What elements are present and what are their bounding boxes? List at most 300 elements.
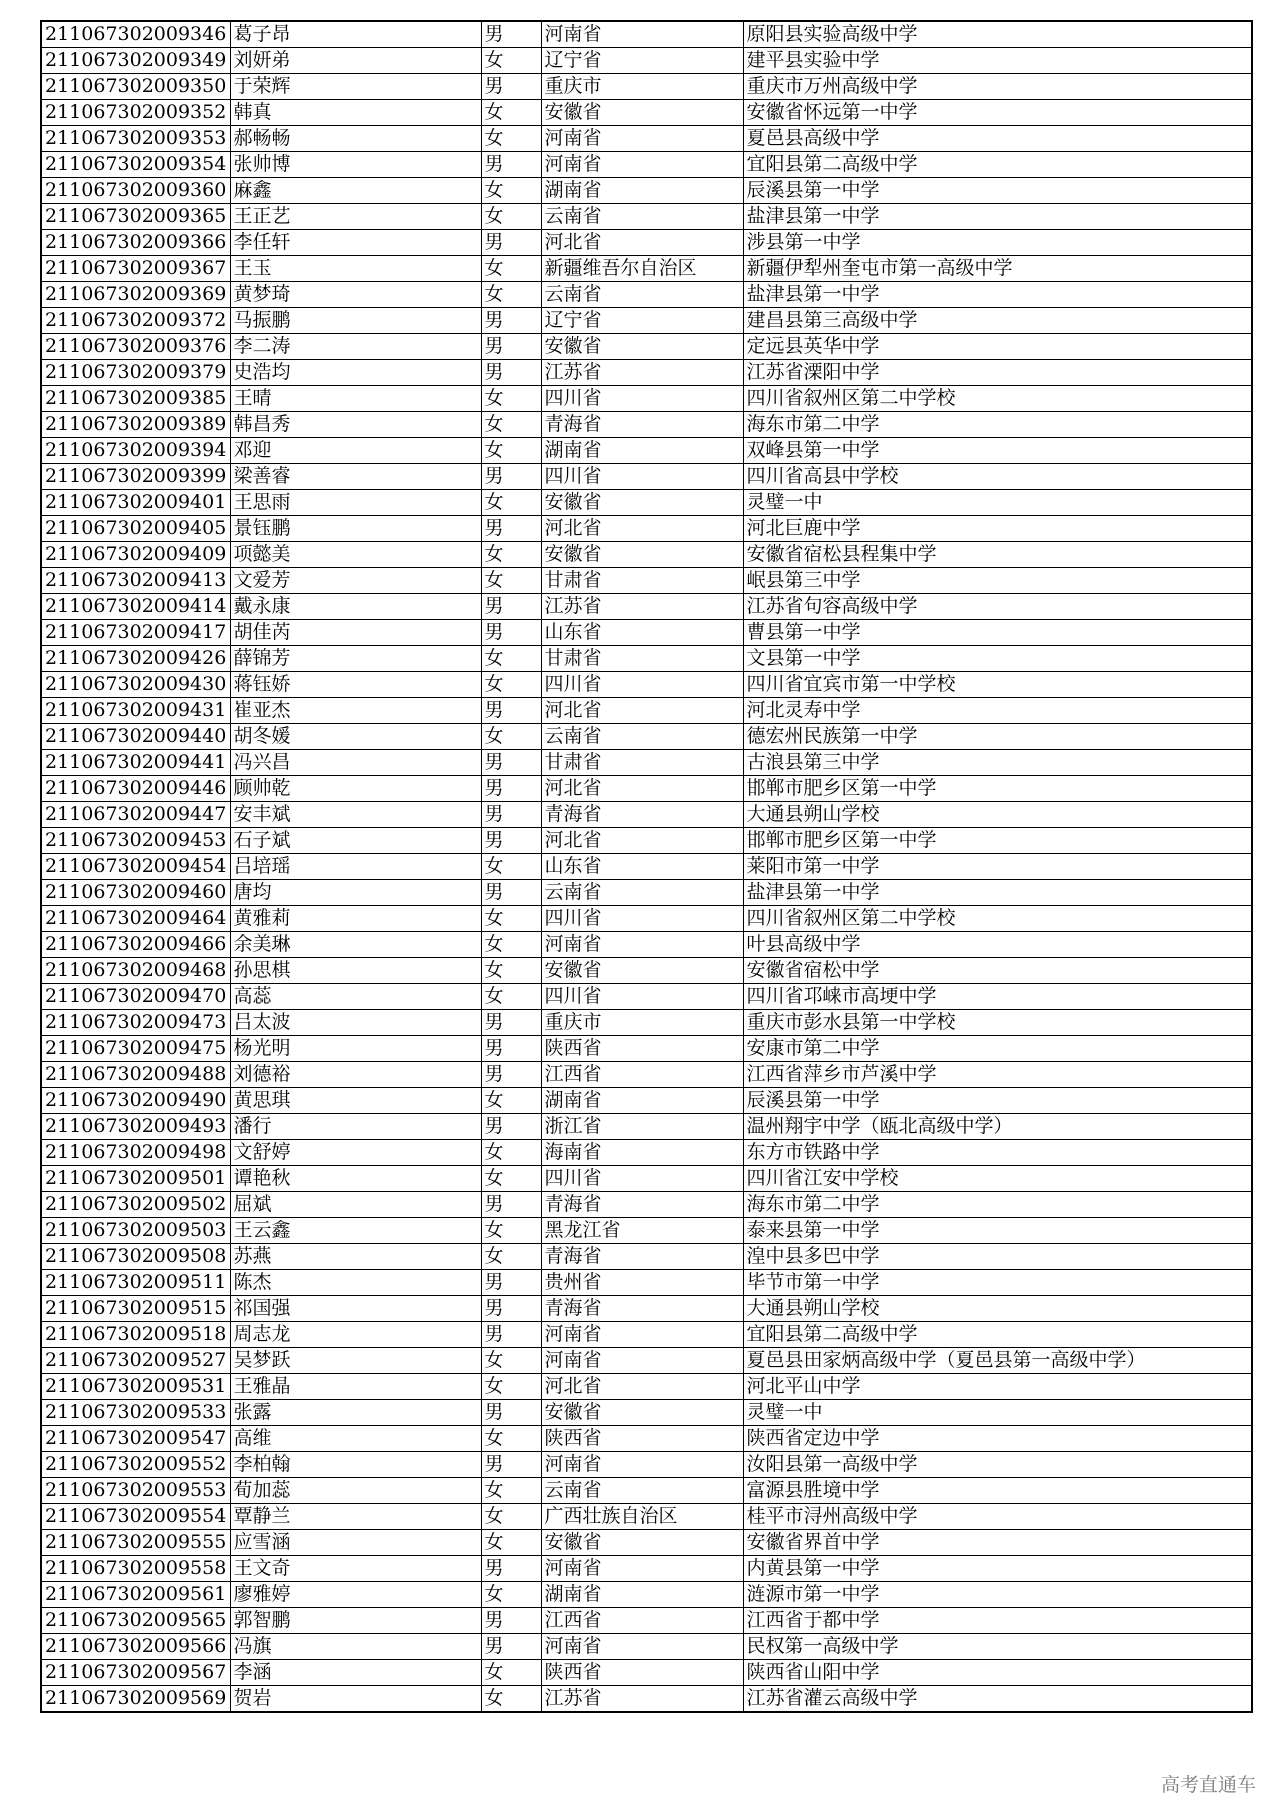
school-cell: 四川省宜宾市第一中学校 xyxy=(743,672,1252,698)
gender-cell: 男 xyxy=(481,750,541,776)
exam-number-cell: 211067302009466 xyxy=(41,932,230,958)
student-name-cell: 廖雅婷 xyxy=(230,1582,481,1608)
province-cell: 四川省 xyxy=(541,464,743,490)
table-row xyxy=(41,1556,1252,1582)
exam-number-cell: 211067302009502 xyxy=(41,1192,230,1218)
school-cell: 桂平市浔州高级中学 xyxy=(743,1504,1252,1530)
school-cell: 四川省邛崃市高埂中学 xyxy=(743,984,1252,1010)
province-cell: 四川省 xyxy=(541,386,743,412)
table-row xyxy=(41,568,1252,594)
table-row xyxy=(41,1452,1252,1478)
gender-cell: 女 xyxy=(481,1530,541,1556)
school-cell: 盐津县第一中学 xyxy=(743,282,1252,308)
student-name-cell: 韩昌秀 xyxy=(230,412,481,438)
school-cell: 涟源市第一中学 xyxy=(743,1582,1252,1608)
gender-cell: 女 xyxy=(481,48,541,74)
gender-cell: 女 xyxy=(481,490,541,516)
gender-cell: 女 xyxy=(481,386,541,412)
student-name-cell: 顾帅乾 xyxy=(230,776,481,802)
province-cell: 河南省 xyxy=(541,1452,743,1478)
gender-cell: 男 xyxy=(481,776,541,802)
student-name-cell: 黄雅莉 xyxy=(230,906,481,932)
gender-cell: 男 xyxy=(481,360,541,386)
school-cell: 安徽省怀远第一中学 xyxy=(743,100,1252,126)
province-cell: 安徽省 xyxy=(541,334,743,360)
exam-number-cell: 211067302009454 xyxy=(41,854,230,880)
school-cell: 民权第一高级中学 xyxy=(743,1634,1252,1660)
province-cell: 河北省 xyxy=(541,516,743,542)
table-row xyxy=(41,152,1252,178)
gender-cell: 男 xyxy=(481,308,541,334)
gender-cell: 女 xyxy=(481,1660,541,1686)
gender-cell: 女 xyxy=(481,568,541,594)
province-cell: 陕西省 xyxy=(541,1660,743,1686)
student-name-cell: 王晴 xyxy=(230,386,481,412)
table-row xyxy=(41,750,1252,776)
table-row xyxy=(41,48,1252,74)
school-cell: 汝阳县第一高级中学 xyxy=(743,1452,1252,1478)
exam-number-cell: 211067302009565 xyxy=(41,1608,230,1634)
exam-number-cell: 211067302009453 xyxy=(41,828,230,854)
gender-cell: 男 xyxy=(481,1556,541,1582)
gender-cell: 男 xyxy=(481,1322,541,1348)
gender-cell: 女 xyxy=(481,256,541,282)
province-cell: 四川省 xyxy=(541,672,743,698)
table-row xyxy=(41,698,1252,724)
gender-cell: 女 xyxy=(481,1348,541,1374)
table-row xyxy=(41,1478,1252,1504)
school-cell: 安徽省宿松中学 xyxy=(743,958,1252,984)
province-cell: 湖南省 xyxy=(541,438,743,464)
table-row xyxy=(41,1088,1252,1114)
gender-cell: 女 xyxy=(481,932,541,958)
school-cell: 海东市第二中学 xyxy=(743,412,1252,438)
gender-cell: 男 xyxy=(481,1452,541,1478)
school-cell: 定远县英华中学 xyxy=(743,334,1252,360)
province-cell: 湖南省 xyxy=(541,178,743,204)
province-cell: 河南省 xyxy=(541,21,743,48)
student-name-cell: 周志龙 xyxy=(230,1322,481,1348)
exam-number-cell: 211067302009558 xyxy=(41,1556,230,1582)
table-row xyxy=(41,1400,1252,1426)
school-cell: 四川省叙州区第二中学校 xyxy=(743,906,1252,932)
school-cell: 内黄县第一中学 xyxy=(743,1556,1252,1582)
gender-cell: 女 xyxy=(481,1166,541,1192)
province-cell: 重庆市 xyxy=(541,1010,743,1036)
exam-number-cell: 211067302009569 xyxy=(41,1686,230,1713)
table-row xyxy=(41,1322,1252,1348)
student-name-cell: 杨光明 xyxy=(230,1036,481,1062)
exam-number-cell: 211067302009353 xyxy=(41,126,230,152)
school-cell: 夏邑县高级中学 xyxy=(743,126,1252,152)
province-cell: 四川省 xyxy=(541,906,743,932)
province-cell: 江苏省 xyxy=(541,1686,743,1713)
gender-cell: 男 xyxy=(481,880,541,906)
gender-cell: 女 xyxy=(481,906,541,932)
table-row xyxy=(41,854,1252,880)
province-cell: 河北省 xyxy=(541,230,743,256)
province-cell: 甘肃省 xyxy=(541,646,743,672)
student-name-cell: 王文奇 xyxy=(230,1556,481,1582)
student-name-cell: 高蕊 xyxy=(230,984,481,1010)
table-body xyxy=(41,21,1252,1712)
school-cell: 灵璧一中 xyxy=(743,1400,1252,1426)
student-name-cell: 覃静兰 xyxy=(230,1504,481,1530)
exam-number-cell: 211067302009360 xyxy=(41,178,230,204)
school-cell: 双峰县第一中学 xyxy=(743,438,1252,464)
school-cell: 大通县朔山学校 xyxy=(743,1296,1252,1322)
school-cell: 邯郸市肥乡区第一中学 xyxy=(743,776,1252,802)
province-cell: 安徽省 xyxy=(541,542,743,568)
gender-cell: 男 xyxy=(481,74,541,100)
exam-number-cell: 211067302009367 xyxy=(41,256,230,282)
province-cell: 青海省 xyxy=(541,1192,743,1218)
province-cell: 河南省 xyxy=(541,152,743,178)
school-cell: 重庆市万州高级中学 xyxy=(743,74,1252,100)
province-cell: 贵州省 xyxy=(541,1270,743,1296)
gender-cell: 女 xyxy=(481,724,541,750)
province-cell: 陕西省 xyxy=(541,1036,743,1062)
province-cell: 江西省 xyxy=(541,1062,743,1088)
gender-cell: 女 xyxy=(481,646,541,672)
exam-number-cell: 211067302009473 xyxy=(41,1010,230,1036)
student-name-cell: 葛子昂 xyxy=(230,21,481,48)
table-row xyxy=(41,308,1252,334)
student-name-cell: 荀加蕊 xyxy=(230,1478,481,1504)
gender-cell: 女 xyxy=(481,984,541,1010)
student-name-cell: 崔亚杰 xyxy=(230,698,481,724)
table-row xyxy=(41,100,1252,126)
gender-cell: 男 xyxy=(481,464,541,490)
table-row xyxy=(41,1348,1252,1374)
table-row xyxy=(41,1530,1252,1556)
gender-cell: 女 xyxy=(481,1582,541,1608)
gender-cell: 女 xyxy=(481,958,541,984)
gender-cell: 男 xyxy=(481,828,541,854)
table-row xyxy=(41,932,1252,958)
student-name-cell: 邓迎 xyxy=(230,438,481,464)
school-cell: 建平县实验中学 xyxy=(743,48,1252,74)
province-cell: 山东省 xyxy=(541,854,743,880)
gender-cell: 女 xyxy=(481,178,541,204)
school-cell: 宜阳县第二高级中学 xyxy=(743,152,1252,178)
exam-number-cell: 211067302009440 xyxy=(41,724,230,750)
student-name-cell: 唐均 xyxy=(230,880,481,906)
province-cell: 河南省 xyxy=(541,1634,743,1660)
table-row xyxy=(41,282,1252,308)
exam-number-cell: 211067302009493 xyxy=(41,1114,230,1140)
gender-cell: 女 xyxy=(481,1478,541,1504)
school-cell: 江苏省句容高级中学 xyxy=(743,594,1252,620)
gender-cell: 女 xyxy=(481,1140,541,1166)
school-cell: 安徽省界首中学 xyxy=(743,1530,1252,1556)
gender-cell: 男 xyxy=(481,1114,541,1140)
exam-number-cell: 211067302009366 xyxy=(41,230,230,256)
exam-number-cell: 211067302009464 xyxy=(41,906,230,932)
exam-number-cell: 211067302009503 xyxy=(41,1218,230,1244)
exam-number-cell: 211067302009508 xyxy=(41,1244,230,1270)
table-row xyxy=(41,438,1252,464)
watermark-text: 高考直通车 xyxy=(1160,1774,1256,1796)
exam-number-cell: 211067302009447 xyxy=(41,802,230,828)
student-name-cell: 郭智鹏 xyxy=(230,1608,481,1634)
student-name-cell: 郝畅畅 xyxy=(230,126,481,152)
school-cell: 叶县高级中学 xyxy=(743,932,1252,958)
student-name-cell: 吕培瑶 xyxy=(230,854,481,880)
gender-cell: 女 xyxy=(481,672,541,698)
table-row xyxy=(41,828,1252,854)
school-cell: 辰溪县第一中学 xyxy=(743,1088,1252,1114)
gender-cell: 女 xyxy=(481,854,541,880)
exam-number-cell: 211067302009352 xyxy=(41,100,230,126)
exam-number-cell: 211067302009430 xyxy=(41,672,230,698)
student-name-cell: 张露 xyxy=(230,1400,481,1426)
table-row xyxy=(41,1582,1252,1608)
gender-cell: 女 xyxy=(481,1218,541,1244)
school-cell: 江西省萍乡市芦溪中学 xyxy=(743,1062,1252,1088)
table-row xyxy=(41,1140,1252,1166)
table-row xyxy=(41,594,1252,620)
exam-number-cell: 211067302009399 xyxy=(41,464,230,490)
province-cell: 河南省 xyxy=(541,932,743,958)
school-cell: 温州翔宇中学（瓯北高级中学） xyxy=(743,1114,1252,1140)
table-row xyxy=(41,21,1252,48)
student-name-cell: 韩真 xyxy=(230,100,481,126)
exam-number-cell: 211067302009346 xyxy=(41,21,230,48)
exam-number-cell: 211067302009498 xyxy=(41,1140,230,1166)
exam-number-cell: 211067302009365 xyxy=(41,204,230,230)
table-row xyxy=(41,1244,1252,1270)
table-row xyxy=(41,360,1252,386)
province-cell: 甘肃省 xyxy=(541,568,743,594)
school-cell: 建昌县第三高级中学 xyxy=(743,308,1252,334)
gender-cell: 女 xyxy=(481,1504,541,1530)
gender-cell: 女 xyxy=(481,1686,541,1713)
gender-cell: 男 xyxy=(481,1400,541,1426)
school-cell: 德宏州民族第一中学 xyxy=(743,724,1252,750)
gender-cell: 女 xyxy=(481,1374,541,1400)
exam-number-cell: 211067302009527 xyxy=(41,1348,230,1374)
exam-number-cell: 211067302009490 xyxy=(41,1088,230,1114)
province-cell: 浙江省 xyxy=(541,1114,743,1140)
school-cell: 陕西省山阳中学 xyxy=(743,1660,1252,1686)
student-name-cell: 黄思琪 xyxy=(230,1088,481,1114)
school-cell: 四川省高县中学校 xyxy=(743,464,1252,490)
school-cell: 富源县胜境中学 xyxy=(743,1478,1252,1504)
school-cell: 曹县第一中学 xyxy=(743,620,1252,646)
province-cell: 江苏省 xyxy=(541,594,743,620)
table-row xyxy=(41,646,1252,672)
student-name-cell: 刘德裕 xyxy=(230,1062,481,1088)
province-cell: 安徽省 xyxy=(541,958,743,984)
school-cell: 岷县第三中学 xyxy=(743,568,1252,594)
exam-number-cell: 211067302009426 xyxy=(41,646,230,672)
province-cell: 河北省 xyxy=(541,828,743,854)
table-row xyxy=(41,724,1252,750)
table-row xyxy=(41,1270,1252,1296)
province-cell: 青海省 xyxy=(541,802,743,828)
student-name-cell: 苏燕 xyxy=(230,1244,481,1270)
school-cell: 江苏省灌云高级中学 xyxy=(743,1686,1252,1713)
school-cell: 灵璧一中 xyxy=(743,490,1252,516)
school-cell: 涉县第一中学 xyxy=(743,230,1252,256)
table-row xyxy=(41,1192,1252,1218)
table-row xyxy=(41,490,1252,516)
exam-number-cell: 211067302009414 xyxy=(41,594,230,620)
gender-cell: 女 xyxy=(481,282,541,308)
exam-number-cell: 211067302009350 xyxy=(41,74,230,100)
gender-cell: 男 xyxy=(481,1296,541,1322)
province-cell: 青海省 xyxy=(541,412,743,438)
exam-number-cell: 211067302009405 xyxy=(41,516,230,542)
table-row xyxy=(41,1296,1252,1322)
school-cell: 盐津县第一中学 xyxy=(743,204,1252,230)
exam-number-cell: 211067302009372 xyxy=(41,308,230,334)
school-cell: 东方市铁路中学 xyxy=(743,1140,1252,1166)
student-name-cell: 于荣辉 xyxy=(230,74,481,100)
exam-number-cell: 211067302009460 xyxy=(41,880,230,906)
school-cell: 重庆市彭水县第一中学校 xyxy=(743,1010,1252,1036)
table-row xyxy=(41,1036,1252,1062)
student-name-cell: 文舒婷 xyxy=(230,1140,481,1166)
province-cell: 河南省 xyxy=(541,1556,743,1582)
exam-number-cell: 211067302009515 xyxy=(41,1296,230,1322)
province-cell: 广西壮族自治区 xyxy=(541,1504,743,1530)
student-name-cell: 孙思棋 xyxy=(230,958,481,984)
student-name-cell: 石子斌 xyxy=(230,828,481,854)
table-row xyxy=(41,802,1252,828)
province-cell: 山东省 xyxy=(541,620,743,646)
gender-cell: 女 xyxy=(481,542,541,568)
province-cell: 安徽省 xyxy=(541,490,743,516)
exam-number-cell: 211067302009567 xyxy=(41,1660,230,1686)
school-cell: 文县第一中学 xyxy=(743,646,1252,672)
gender-cell: 男 xyxy=(481,1192,541,1218)
table-row xyxy=(41,1166,1252,1192)
school-cell: 海东市第二中学 xyxy=(743,1192,1252,1218)
gender-cell: 男 xyxy=(481,1010,541,1036)
student-name-cell: 李柏翰 xyxy=(230,1452,481,1478)
student-name-cell: 项懿美 xyxy=(230,542,481,568)
school-cell: 湟中县多巴中学 xyxy=(743,1244,1252,1270)
student-name-cell: 戴永康 xyxy=(230,594,481,620)
school-cell: 古浪县第三中学 xyxy=(743,750,1252,776)
province-cell: 云南省 xyxy=(541,880,743,906)
province-cell: 河南省 xyxy=(541,1348,743,1374)
province-cell: 四川省 xyxy=(541,1166,743,1192)
table-row xyxy=(41,1686,1252,1713)
student-name-cell: 刘妍弟 xyxy=(230,48,481,74)
student-name-cell: 李涵 xyxy=(230,1660,481,1686)
table-row xyxy=(41,516,1252,542)
student-name-cell: 王玉 xyxy=(230,256,481,282)
table-row xyxy=(41,542,1252,568)
province-cell: 河南省 xyxy=(541,1322,743,1348)
province-cell: 安徽省 xyxy=(541,1400,743,1426)
gender-cell: 女 xyxy=(481,204,541,230)
province-cell: 云南省 xyxy=(541,724,743,750)
student-name-cell: 李任轩 xyxy=(230,230,481,256)
gender-cell: 男 xyxy=(481,1062,541,1088)
student-name-cell: 胡佳芮 xyxy=(230,620,481,646)
table-row xyxy=(41,1010,1252,1036)
school-cell: 河北平山中学 xyxy=(743,1374,1252,1400)
exam-number-cell: 211067302009488 xyxy=(41,1062,230,1088)
province-cell: 海南省 xyxy=(541,1140,743,1166)
school-cell: 四川省江安中学校 xyxy=(743,1166,1252,1192)
gender-cell: 女 xyxy=(481,1244,541,1270)
province-cell: 湖南省 xyxy=(541,1582,743,1608)
exam-number-cell: 211067302009413 xyxy=(41,568,230,594)
gender-cell: 男 xyxy=(481,698,541,724)
student-name-cell: 蒋钰娇 xyxy=(230,672,481,698)
gender-cell: 男 xyxy=(481,230,541,256)
exam-number-cell: 211067302009441 xyxy=(41,750,230,776)
student-name-cell: 祁国强 xyxy=(230,1296,481,1322)
table-row xyxy=(41,984,1252,1010)
student-name-cell: 吕太波 xyxy=(230,1010,481,1036)
school-cell: 原阳县实验高级中学 xyxy=(743,21,1252,48)
student-name-cell: 应雪涵 xyxy=(230,1530,481,1556)
table-row xyxy=(41,386,1252,412)
school-cell: 毕节市第一中学 xyxy=(743,1270,1252,1296)
table-row xyxy=(41,334,1252,360)
exam-number-cell: 211067302009475 xyxy=(41,1036,230,1062)
gender-cell: 女 xyxy=(481,126,541,152)
table-row xyxy=(41,412,1252,438)
table-row xyxy=(41,126,1252,152)
exam-number-cell: 211067302009379 xyxy=(41,360,230,386)
gender-cell: 女 xyxy=(481,412,541,438)
province-cell: 河北省 xyxy=(541,776,743,802)
exam-number-cell: 211067302009349 xyxy=(41,48,230,74)
school-cell: 江苏省溧阳中学 xyxy=(743,360,1252,386)
student-name-cell: 屈斌 xyxy=(230,1192,481,1218)
exam-number-cell: 211067302009354 xyxy=(41,152,230,178)
gender-cell: 男 xyxy=(481,1270,541,1296)
exam-number-cell: 211067302009401 xyxy=(41,490,230,516)
student-name-cell: 王思雨 xyxy=(230,490,481,516)
student-name-cell: 景钰鹏 xyxy=(230,516,481,542)
student-name-cell: 麻鑫 xyxy=(230,178,481,204)
table-row xyxy=(41,178,1252,204)
province-cell: 湖南省 xyxy=(541,1088,743,1114)
student-name-cell: 胡冬媛 xyxy=(230,724,481,750)
school-cell: 宜阳县第二高级中学 xyxy=(743,1322,1252,1348)
province-cell: 江西省 xyxy=(541,1608,743,1634)
school-cell: 安康市第二中学 xyxy=(743,1036,1252,1062)
province-cell: 河北省 xyxy=(541,1374,743,1400)
gender-cell: 男 xyxy=(481,1036,541,1062)
gender-cell: 男 xyxy=(481,1634,541,1660)
exam-number-cell: 211067302009431 xyxy=(41,698,230,724)
table-row xyxy=(41,74,1252,100)
student-name-cell: 陈杰 xyxy=(230,1270,481,1296)
school-cell: 安徽省宿松县程集中学 xyxy=(743,542,1252,568)
gender-cell: 男 xyxy=(481,334,541,360)
table-row xyxy=(41,1634,1252,1660)
student-name-cell: 史浩均 xyxy=(230,360,481,386)
student-name-cell: 王雅晶 xyxy=(230,1374,481,1400)
table-row xyxy=(41,1218,1252,1244)
student-name-cell: 冯兴昌 xyxy=(230,750,481,776)
exam-number-cell: 211067302009511 xyxy=(41,1270,230,1296)
table-row xyxy=(41,1426,1252,1452)
province-cell: 甘肃省 xyxy=(541,750,743,776)
province-cell: 重庆市 xyxy=(541,74,743,100)
school-cell: 辰溪县第一中学 xyxy=(743,178,1252,204)
exam-number-cell: 211067302009446 xyxy=(41,776,230,802)
